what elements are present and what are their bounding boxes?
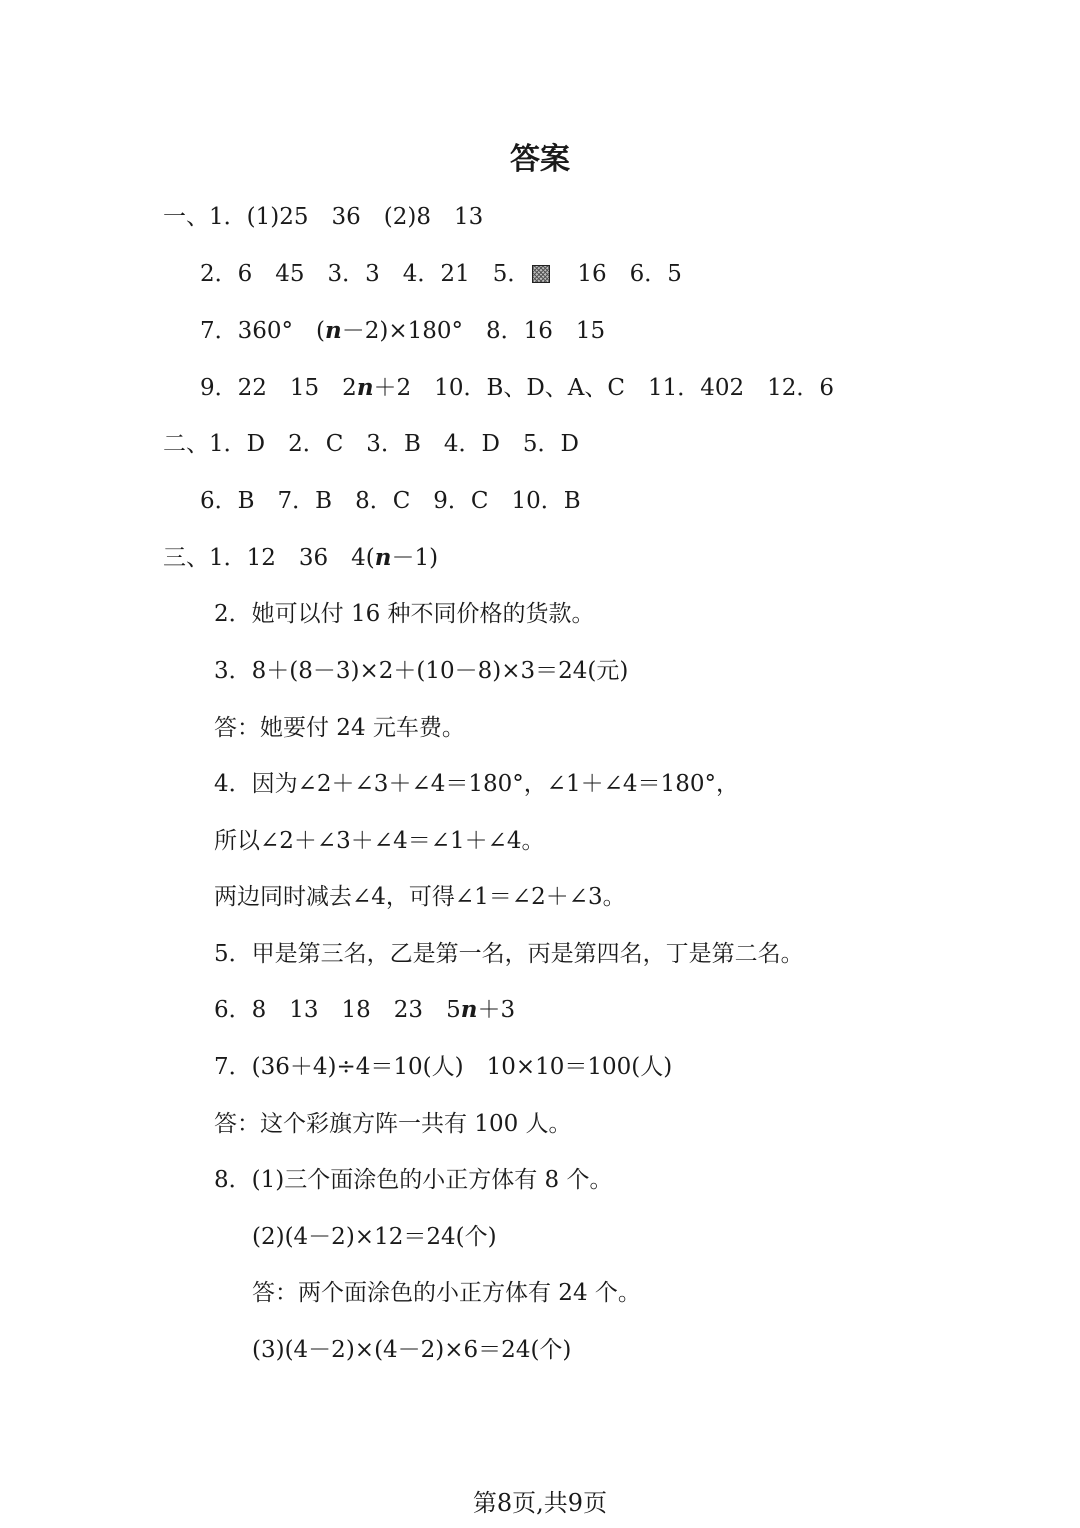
answer-text: 答：这个彩旗方阵一共有 100 人。 [214, 1111, 572, 1137]
answer-text: 8．(1)三个面涂色的小正方体有 8 个。 [214, 1167, 613, 1193]
answer-line [214, 654, 628, 688]
answer-text: 所以∠2＋∠3＋∠4＝∠1＋∠4。 [214, 828, 545, 854]
answer-line [163, 541, 438, 575]
answer-text: 两边同时减去∠4，可得∠1＝∠2＋∠3。 [214, 884, 626, 910]
answer-text: 答：两个面涂色的小正方体有 24 个。 [252, 1280, 641, 1306]
variable-n: n [374, 544, 392, 571]
answer-text: 二、1．D 2．C 3．B 4．D 5．D [163, 431, 579, 457]
answer-line [200, 484, 581, 518]
answer-text: 三、1．12 36 4( [163, 545, 375, 571]
answer-text: 9．22 15 2 [200, 375, 357, 401]
answer-line [163, 427, 579, 461]
answer-text: －1) [391, 545, 439, 571]
answer-text: 2．6 45 3．3 4．21 5． [200, 261, 531, 287]
variable-n: n [325, 317, 342, 344]
answer-line [252, 1220, 497, 1254]
answer-line [214, 767, 739, 801]
answer-line [214, 711, 465, 745]
answer-text: ＋3 [477, 997, 516, 1023]
shaded-square-figure [532, 265, 550, 283]
answer-text: －2)×180° 8．16 15 [341, 318, 606, 344]
answer-line [214, 937, 804, 971]
answer-line [200, 314, 605, 348]
answer-line [200, 371, 834, 405]
answer-text: 5．甲是第三名，乙是第一名，丙是第四名，丁是第二名。 [214, 941, 804, 967]
answer-line [214, 1107, 572, 1141]
answer-text: 答：她要付 24 元车费。 [214, 715, 465, 741]
answer-line [200, 257, 682, 291]
answer-line [214, 1163, 612, 1197]
answer-text: 一、1．(1)25 36 (2)8 13 [163, 204, 484, 230]
answer-line [163, 200, 483, 234]
answer-text: 7．360° ( [200, 318, 326, 344]
answer-text: 16 6．5 [554, 261, 682, 287]
answer-text: 6．8 13 18 23 5 [214, 997, 461, 1023]
answer-line [214, 824, 545, 858]
page-title: 答案 [510, 142, 570, 177]
variable-n: n [460, 996, 478, 1023]
answer-text: (2)(4－2)×12＝24(个) [252, 1224, 497, 1250]
answer-text: 7．(36＋4)÷4＝10(人) 10×10＝100(人) [214, 1054, 673, 1080]
answer-line [214, 597, 595, 631]
answer-text: ＋2 10．B、D、A、C 11．402 12．6 [373, 375, 835, 401]
answer-line [252, 1276, 641, 1310]
variable-n: n [356, 374, 374, 401]
answer-line [214, 993, 515, 1027]
page-footer: 第8页,共9页 [472, 1489, 608, 1517]
answer-line [214, 880, 626, 914]
answer-text: 3．8＋(8－3)×2＋(10－8)×3＝24(元) [214, 658, 629, 684]
answer-line [252, 1333, 571, 1367]
answer-line [214, 1050, 672, 1084]
answer-text: 2．她可以付 16 种不同价格的货款。 [214, 601, 595, 627]
answer-text: (3)(4－2)×(4－2)×6＝24(个) [252, 1337, 572, 1363]
answer-text: 4．因为∠2＋∠3＋∠4＝180°，∠1＋∠4＝180°， [214, 771, 739, 797]
answer-text: 6．B 7．B 8．C 9．C 10．B [200, 488, 581, 514]
